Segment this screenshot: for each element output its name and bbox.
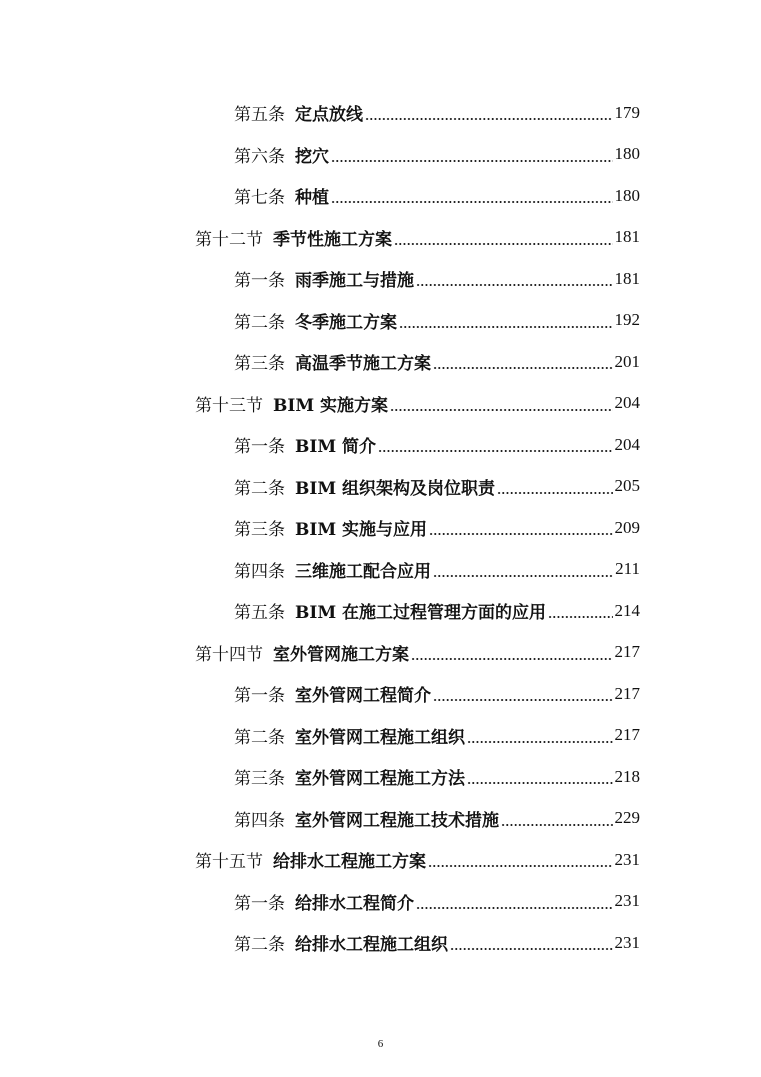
toc-entry[interactable]	[0, 798, 761, 840]
table-of-contents	[0, 92, 761, 964]
toc-entry-prefix: 第三条	[234, 354, 285, 375]
toc-section-entry[interactable]	[0, 839, 761, 881]
toc-entry[interactable]	[0, 466, 761, 508]
toc-entry[interactable]	[0, 175, 761, 217]
toc-entry-prefix: 第二条	[234, 478, 285, 499]
toc-entry[interactable]	[0, 92, 761, 134]
toc-entry-title: 挖穴	[295, 146, 329, 167]
toc-entry-title: 室外管网施工方案	[273, 644, 409, 665]
toc-entry-page: 179	[614, 102, 640, 122]
toc-entry-title: 雨季施工与措施	[295, 271, 414, 292]
dot-leader	[450, 934, 613, 951]
toc-entry-title: BIM 组织架构及岗位职责	[295, 478, 496, 499]
dot-leader	[416, 893, 613, 910]
toc-entry-prefix: 第一条	[234, 893, 285, 914]
toc-entry[interactable]	[0, 881, 761, 923]
toc-entry[interactable]	[0, 507, 761, 549]
toc-entry-prefix: 第二条	[234, 935, 285, 956]
dot-leader	[331, 187, 613, 204]
toc-entry[interactable]	[0, 549, 761, 591]
toc-entry-prefix: 第三条	[234, 769, 285, 790]
toc-entry-prefix: 第四条	[234, 561, 285, 582]
toc-entry-prefix: 第二条	[234, 312, 285, 333]
toc-entry[interactable]	[0, 715, 761, 757]
toc-entry[interactable]	[0, 590, 761, 632]
dot-leader	[411, 644, 613, 661]
dot-leader	[467, 727, 613, 744]
toc-entry-title: BIM 简介	[295, 437, 377, 458]
toc-entry-prefix: 第一条	[234, 686, 285, 707]
toc-entry-page: 204	[614, 393, 640, 413]
toc-entry-prefix: 第六条	[234, 146, 285, 167]
toc-entry-page: 231	[614, 849, 640, 869]
toc-entry-title: 室外管网工程施工技术措施	[295, 810, 499, 831]
toc-entry-page: 180	[614, 185, 640, 205]
toc-entry-prefix: 第十三节	[195, 395, 263, 416]
toc-entry-title: 定点放线	[295, 105, 363, 126]
toc-entry-page: 217	[614, 725, 640, 745]
toc-entry-page: 218	[614, 766, 640, 786]
toc-section-entry[interactable]	[0, 383, 761, 425]
toc-entry-title: 室外管网工程简介	[295, 686, 431, 707]
dot-leader	[548, 602, 612, 619]
toc-entry[interactable]	[0, 673, 761, 715]
toc-entry-prefix: 第十四节	[195, 644, 263, 665]
toc-entry-title: 给排水工程施工方案	[273, 852, 426, 873]
toc-entry-prefix: 第十五节	[195, 852, 263, 873]
toc-entry-page: 214	[614, 600, 640, 620]
dot-leader	[433, 561, 613, 578]
dot-leader	[378, 436, 612, 453]
toc-entry-title: 种植	[295, 188, 329, 209]
toc-entry-page: 211	[615, 559, 640, 579]
toc-entry-title: BIM 实施与应用	[295, 520, 428, 541]
toc-entry[interactable]	[0, 424, 761, 466]
toc-entry-page: 209	[614, 517, 640, 537]
dot-leader	[390, 395, 612, 412]
toc-entry-page: 204	[614, 434, 640, 454]
toc-entry-prefix: 第五条	[234, 603, 285, 624]
toc-entry-prefix: 第三条	[234, 520, 285, 541]
toc-entry[interactable]	[0, 134, 761, 176]
page-number: 6	[377, 1038, 384, 1050]
toc-entry-page: 201	[614, 351, 640, 371]
toc-entry-prefix: 第二条	[234, 727, 285, 748]
toc-entry-prefix: 第四条	[234, 810, 285, 831]
dot-leader	[428, 851, 613, 868]
toc-entry-title: BIM 实施方案	[273, 395, 389, 416]
toc-entry-title: 冬季施工方案	[295, 312, 397, 333]
toc-entry[interactable]	[0, 300, 761, 342]
toc-entry[interactable]	[0, 258, 761, 300]
toc-entry-title: 室外管网工程施工组织	[295, 727, 465, 748]
dot-leader	[394, 229, 613, 246]
toc-entry-page: 217	[614, 642, 640, 662]
dot-leader	[416, 270, 613, 287]
dot-leader	[497, 478, 612, 495]
toc-entry-title: 给排水工程施工组织	[295, 935, 448, 956]
toc-entry-page: 231	[614, 932, 640, 952]
toc-entry-page: 231	[614, 891, 640, 911]
toc-entry-prefix: 第五条	[234, 105, 285, 126]
toc-entry-page: 180	[614, 144, 640, 164]
toc-entry-title: 季节性施工方案	[273, 229, 392, 250]
toc-entry[interactable]	[0, 756, 761, 798]
dot-leader	[433, 353, 613, 370]
toc-section-entry[interactable]	[0, 632, 761, 674]
toc-entry-page: 181	[614, 227, 640, 247]
toc-entry-page: 229	[614, 808, 640, 828]
toc-entry-page: 205	[614, 476, 640, 496]
toc-entry[interactable]	[0, 922, 761, 964]
toc-section-entry[interactable]	[0, 217, 761, 259]
toc-entry-title: 三维施工配合应用	[295, 561, 431, 582]
toc-entry-title: 高温季节施工方案	[295, 354, 431, 375]
toc-entry-page: 192	[614, 310, 640, 330]
toc-entry-title: 给排水工程简介	[295, 893, 414, 914]
dot-leader	[501, 810, 613, 827]
toc-entry-prefix: 第十二节	[195, 229, 263, 250]
dot-leader	[399, 312, 613, 329]
toc-entry-page: 181	[614, 268, 640, 288]
toc-entry-page: 217	[614, 683, 640, 703]
dot-leader	[331, 146, 613, 163]
dot-leader	[365, 104, 613, 121]
dot-leader	[433, 685, 613, 702]
toc-entry-title: 室外管网工程施工方法	[295, 769, 465, 790]
dot-leader	[467, 768, 613, 785]
toc-entry-prefix: 第一条	[234, 437, 285, 458]
toc-entry[interactable]	[0, 341, 761, 383]
toc-entry-prefix: 第一条	[234, 271, 285, 292]
toc-entry-title: BIM 在施工过程管理方面的应用	[295, 603, 547, 624]
toc-entry-prefix: 第七条	[234, 188, 285, 209]
dot-leader	[429, 519, 612, 536]
